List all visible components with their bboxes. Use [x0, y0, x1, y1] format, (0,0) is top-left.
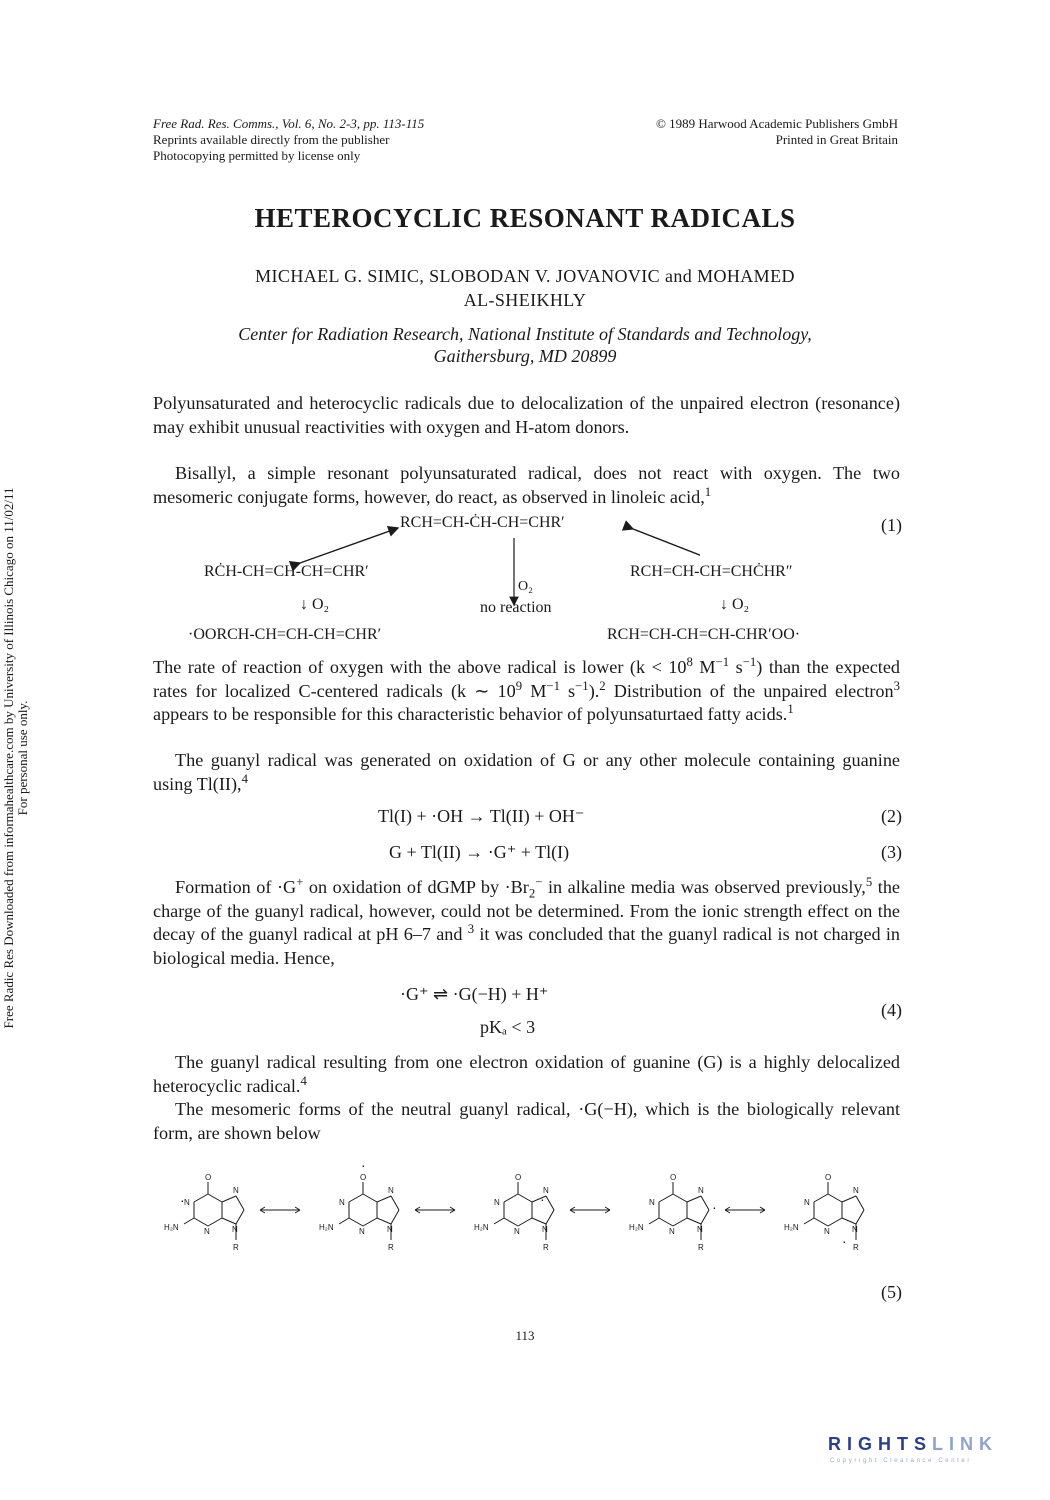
paragraph-intro [153, 392, 900, 439]
ref-4b: 4 [300, 1073, 307, 1088]
radical-dot: · [180, 1192, 185, 1208]
eq4-line2: pKₐ < 3 [480, 1017, 536, 1037]
n3-label: N [204, 1227, 210, 1236]
scheme1-left: RĊH-CH=CH-CH=CHR′ [204, 563, 369, 580]
para-1-text: Polyunsaturated and heterocyclic radicals due to delocalization of the unpaired electron (resonance) may exhibit unusual reactivities with oxygen and H-atom donors. [153, 393, 900, 437]
para-6-text: The guanyl radical resulting from one electron oxidation of guanine (G) is a highly delocalized heterocyclic radical. [153, 1052, 900, 1096]
amino-label: H₂N [164, 1223, 179, 1232]
page-number: 113 [515, 1328, 535, 1343]
rightslink-text-b: LINK [932, 1434, 999, 1454]
para-5-c: in alkaline media was observed previously, [542, 877, 866, 897]
sup-s1b: −1 [575, 678, 589, 693]
copyright-note: © 1989 Harwood Academic Publishers GmbH [655, 116, 898, 131]
n1-label: N [494, 1198, 500, 1207]
r-group-label: R [543, 1243, 549, 1252]
paragraph-bisallyl [153, 462, 900, 509]
ref-3b: 3 [467, 921, 475, 936]
scheme1-no-reaction: no reaction [480, 599, 552, 616]
carbonyl-oxygen-label: O [205, 1173, 212, 1182]
n7-label: N [233, 1186, 239, 1195]
para-3-b2: M [522, 680, 547, 701]
r-group-label: R [233, 1243, 239, 1252]
r-group-label: R [388, 1243, 394, 1252]
eq3-number: (3) [881, 842, 902, 862]
paragraph-guanyl-generation [153, 749, 900, 796]
ref-2: 2 [599, 678, 606, 693]
radical-dot: · [712, 1199, 717, 1215]
rightslink-subtitle: Copyright Clearance Center [830, 1458, 972, 1464]
sup-s1: −1 [742, 654, 757, 669]
sup-m1b: −1 [546, 678, 560, 693]
para-3-d: appears to be responsible for this characteristic behavior of polyunsaturtaed fatty acids. [153, 704, 788, 724]
para-4-text: The guanyl radical was generated on oxidation of G or any other molecule containing guanine using Tl(II), [153, 750, 900, 794]
n9-label: N [542, 1225, 548, 1234]
side-note-line-1: Free Radic Res Downloaded from informahealthcare.com by University of Illinois Chicago on 11/02/11 [1, 487, 16, 1029]
n7-label: N [388, 1186, 394, 1195]
journal-header [153, 116, 424, 164]
affiliation-line-2: Gaithersburg, MD 20899 [433, 346, 617, 366]
amino-label: H₂N [319, 1223, 334, 1232]
rightslink-logo [828, 1434, 998, 1455]
eq2: Tl(I) + ·OH → Tl(II) + OH⁻ [378, 806, 585, 826]
ref-1: 1 [704, 484, 712, 499]
sup-plus: + [296, 874, 304, 889]
download-side-note [2, 388, 30, 1128]
para-3-b3: s [559, 680, 576, 701]
n9-label: N [387, 1225, 393, 1234]
publisher-header [560, 116, 898, 148]
n1-label: N [184, 1198, 190, 1207]
ref-4: 4 [241, 771, 248, 786]
printed-note: Printed in Great Britain [775, 132, 898, 147]
authors-line-1: MICHAEL G. SIMIC, SLOBODAN V. JOVANOVIC and MOHAMED [255, 266, 795, 286]
paragraph-mesomeric [153, 1098, 900, 1145]
resonance-arrow-right [633, 529, 700, 563]
author-list [150, 264, 900, 312]
n7-label: N [853, 1186, 859, 1195]
para-5-a: Formation of ·G [175, 877, 297, 897]
carbonyl-oxygen-label: O [360, 1173, 367, 1182]
paragraph-delocalized [153, 1051, 900, 1098]
n3-label: N [669, 1227, 675, 1236]
authors-line-2: AL-SHEIKHLY [463, 290, 587, 310]
n1-label: N [339, 1198, 345, 1207]
radical-dot: · [842, 1233, 847, 1249]
scheme1-product-right: RCH=CH-CH=CH-CHR′OO· [607, 626, 801, 643]
ref-3: 3 [893, 678, 900, 693]
n3-label: N [824, 1227, 830, 1236]
amino-label: H₂N [474, 1223, 489, 1232]
eq1-number: (1) [881, 515, 902, 535]
photocopy-note: Photocopying permitted by license only [153, 148, 361, 163]
para-5-e: it was concluded that the guanyl radical is not charged in biological media. Hence, [153, 924, 900, 968]
n1-label: N [804, 1198, 810, 1207]
scheme1-o2-left: ↓ O₂ [300, 596, 330, 613]
n3-label: N [514, 1227, 520, 1236]
scheme1-product-left: ·OORCH-CH=CH-CH=CHR′ [188, 626, 382, 643]
sup-9: 9 [515, 678, 523, 693]
carbonyl-oxygen-label: O [670, 1173, 677, 1182]
radical-dot: · [361, 1160, 366, 1173]
n9-label: N [852, 1225, 858, 1234]
amino-label: H₂N [784, 1223, 799, 1232]
carbonyl-oxygen-label: O [825, 1173, 832, 1182]
eq4-line1: ·G⁺ ⇌ ·G(−H) + H⁺ [400, 984, 549, 1004]
n9-label: N [232, 1225, 238, 1234]
sup-minus: − [535, 874, 543, 889]
scheme1-o2-center: O₂ [518, 579, 533, 594]
radical-dot: · [540, 1191, 545, 1207]
paragraph-rate [153, 656, 900, 727]
n9-label: N [697, 1225, 703, 1234]
sup-m1: −1 [715, 654, 730, 669]
guanyl-mesomeric-structures [150, 1160, 900, 1260]
rightslink-text-a: RIGHTS [828, 1434, 933, 1454]
para-5-d: the charge of the guanyl radical, however, could not be determined. From the ionic strength effect on the decay of the guanyl radical at pH 6–7 and [153, 877, 900, 944]
resonance-arrow-left [300, 528, 398, 563]
sub-2: 2 [528, 886, 536, 901]
affiliation [150, 323, 900, 367]
para-3-a: The rate of reaction of oxygen with the above radical is lower (k < 10 [153, 657, 687, 677]
para-3-a2: M [692, 657, 716, 677]
eq2-number: (2) [881, 806, 902, 826]
n7-label: N [543, 1186, 549, 1195]
paper-title: HETEROCYCLIC RESONANT RADICALS [254, 203, 796, 233]
side-note-line-2: For personal use only. [15, 700, 30, 816]
para-3-a4: ) than the expected rates for localized C-centered radicals (k ∼ 10 [153, 657, 900, 701]
affiliation-line-1: Center for Radiation Research, National Institute of Standards and Technology, [238, 324, 812, 344]
r-group-label: R [698, 1243, 704, 1252]
journal-citation: Free Rad. Res. Comms., Vol. 6, No. 2-3, pp. 113-115 [153, 116, 425, 131]
para-7-text: The mesomeric forms of the neutral guanyl radical, ·G(−H), which is the biologically relevant form, are shown below [153, 1099, 900, 1143]
carbonyl-oxygen-label: O [515, 1173, 522, 1182]
para-3-b4: ). [588, 680, 600, 701]
n3-label: N [359, 1227, 365, 1236]
sup-8: 8 [686, 654, 693, 669]
ref-5: 5 [865, 874, 873, 889]
para-3-c: Distribution of the unpaired electron [605, 680, 894, 701]
amino-label: H₂N [629, 1223, 644, 1232]
para-3-a3: s [729, 657, 743, 677]
reprints-note: Reprints available directly from the publisher [153, 132, 390, 147]
para-2-text: Bisallyl, a simple resonant polyunsaturated radical, does not react with oxygen. The two mesomeric conjugate forms, however, do react, as observed in linoleic acid, [153, 463, 900, 507]
scheme1-right: RCH=CH-CH=CHĊHR″ [630, 563, 793, 580]
paragraph-charge [153, 876, 900, 970]
scheme1-o2-right: ↓ O₂ [720, 596, 750, 613]
n1-label: N [649, 1198, 655, 1207]
scheme1-top: RCH=CH-ĊH-CH=CHR′ [400, 514, 565, 531]
n7-label: N [698, 1186, 704, 1195]
r-group-label: R [853, 1243, 859, 1252]
ref-1b: 1 [787, 701, 794, 716]
para-5-b: on oxidation of dGMP by ·Br [303, 877, 529, 897]
eq3: G + Tl(II) → ·G⁺ + Tl(I) [389, 842, 570, 862]
eq5-number: (5) [881, 1282, 902, 1302]
eq4-number: (4) [881, 1000, 902, 1020]
